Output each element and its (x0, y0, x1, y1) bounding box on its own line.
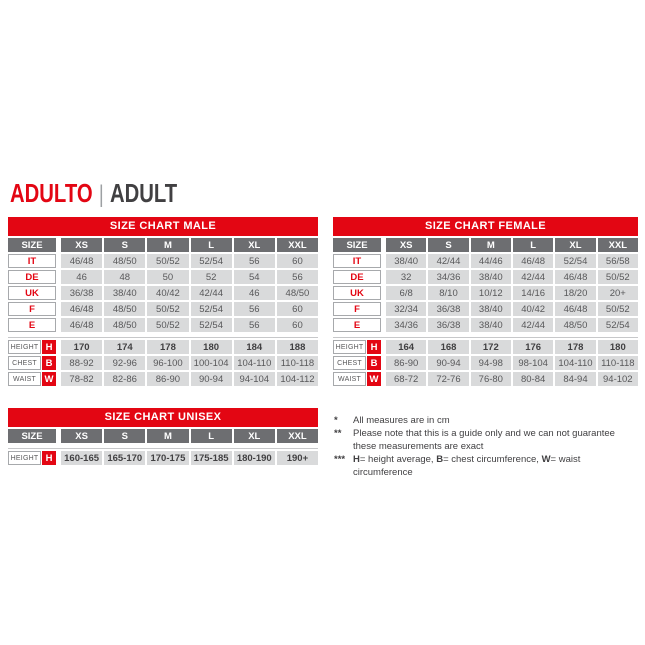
size-value: 48 (104, 270, 145, 284)
table-row-chest (333, 356, 638, 370)
footnote-line (334, 440, 640, 453)
footnote-segment: Please note that this is a guide only and we can not guarantee (353, 428, 615, 439)
size-value: 56 (234, 302, 275, 316)
measure-value: 175-185 (191, 451, 232, 465)
size-value: 6/8 (386, 286, 426, 300)
measure-block (333, 337, 638, 386)
measure-value: 80-84 (513, 372, 553, 386)
row-label-f: F (8, 302, 56, 316)
size-value: 36/38 (61, 286, 102, 300)
title-separator-bar: | (98, 181, 104, 208)
measure-value: 90-94 (191, 372, 232, 386)
column-header-xl: XL (555, 238, 595, 252)
column-header-xxl: XXL (598, 238, 638, 252)
size-value: 38/40 (386, 254, 426, 268)
measure-block (8, 448, 318, 465)
size-column-header: SIZE (333, 238, 381, 252)
row-label-height: HEIGHT (333, 340, 366, 354)
row-label-height: HEIGHT (8, 451, 41, 465)
table-title-unisex: SIZE CHART UNISEX (8, 408, 318, 427)
column-header-xs: XS (61, 429, 102, 443)
page-title-english: ADULT (109, 178, 178, 208)
table-row-it (8, 254, 318, 268)
size-value: 48/50 (104, 302, 145, 316)
size-value: 56 (277, 270, 318, 284)
footnote-text (353, 414, 640, 427)
header-row (333, 238, 638, 252)
size-column-header: SIZE (8, 238, 56, 252)
measure-value: 170-175 (147, 451, 188, 465)
measure-value: 172 (471, 340, 511, 354)
row-label-height: HEIGHT (8, 340, 41, 354)
size-chart-male-table (8, 217, 318, 386)
size-value: 60 (277, 302, 318, 316)
footnote-marker: *** (334, 454, 346, 465)
measure-code-badge-h: H (367, 340, 381, 354)
size-value: 48/50 (104, 254, 145, 268)
size-value: 46/48 (61, 318, 102, 332)
size-value: 38/40 (471, 318, 511, 332)
measure-value: 100-104 (191, 356, 232, 370)
column-header-m: M (471, 238, 511, 252)
footnote-marker: ** (334, 428, 342, 439)
size-value: 52/54 (191, 254, 232, 268)
header-row (8, 429, 318, 443)
table-row-f (333, 302, 638, 316)
size-chart-female-table (333, 217, 638, 386)
size-value: 48/50 (555, 318, 595, 332)
measure-value: 98-104 (513, 356, 553, 370)
footnote-text (353, 427, 640, 440)
measure-value: 90-94 (428, 356, 468, 370)
size-value: 50/52 (598, 270, 638, 284)
size-value: 52/54 (191, 302, 232, 316)
size-value: 50 (147, 270, 188, 284)
measure-value: 94-98 (471, 356, 511, 370)
measure-value: 180 (191, 340, 232, 354)
row-label-e: E (333, 318, 381, 332)
table-row-f (8, 302, 318, 316)
measure-value: 160-165 (61, 451, 102, 465)
measure-block (8, 337, 318, 386)
size-value: 32/34 (386, 302, 426, 316)
row-label-waist: WAIST (333, 372, 366, 386)
size-value: 32 (386, 270, 426, 284)
measure-value: 184 (234, 340, 275, 354)
size-value: 56/58 (598, 254, 638, 268)
table-row-uk (333, 286, 638, 300)
measure-value: 180 (598, 340, 638, 354)
measure-value: 180-190 (234, 451, 275, 465)
size-value: 8/10 (428, 286, 468, 300)
size-value: 34/36 (428, 270, 468, 284)
column-header-l: L (191, 238, 232, 252)
row-label-de: DE (8, 270, 56, 284)
table-title-female: SIZE CHART FEMALE (333, 217, 638, 236)
measure-value: 104-112 (277, 372, 318, 386)
size-value: 42/44 (513, 318, 553, 332)
size-value: 52/54 (191, 318, 232, 332)
table-title-male: SIZE CHART MALE (8, 217, 318, 236)
size-value: 38/40 (471, 270, 511, 284)
page-title (10, 180, 177, 208)
footnote-segment: = waist circumference (353, 454, 581, 478)
table-row-e (8, 318, 318, 332)
size-value: 46 (234, 286, 275, 300)
row-label-uk: UK (333, 286, 381, 300)
measure-value: 190+ (277, 451, 318, 465)
table-row-height (333, 340, 638, 354)
measure-value: 176 (513, 340, 553, 354)
size-value: 18/20 (555, 286, 595, 300)
footnote-line (334, 453, 640, 479)
size-value: 50/52 (147, 254, 188, 268)
column-header-l: L (513, 238, 553, 252)
measure-value: 178 (555, 340, 595, 354)
measure-value: 86-90 (147, 372, 188, 386)
size-value: 44/46 (471, 254, 511, 268)
measure-value: 165-170 (104, 451, 145, 465)
row-label-f: F (333, 302, 381, 316)
size-value: 50/52 (147, 318, 188, 332)
column-header-s: S (104, 238, 145, 252)
measure-code-badge-w: W (367, 372, 381, 386)
row-label-it: IT (333, 254, 381, 268)
measure-value: 78-82 (61, 372, 102, 386)
size-value: 42/44 (513, 270, 553, 284)
size-value: 36/38 (428, 302, 468, 316)
footnote-line (334, 427, 640, 440)
table-row-uk (8, 286, 318, 300)
footnote-segment: B (436, 454, 444, 465)
measure-value: 76-80 (471, 372, 511, 386)
footnote-segment: = chest circumference, (443, 454, 542, 465)
size-value: 38/40 (104, 286, 145, 300)
measure-value: 164 (386, 340, 426, 354)
measure-value: 178 (147, 340, 188, 354)
measure-value: 110-118 (598, 356, 638, 370)
table-row-height (8, 451, 318, 465)
page-title-italian: ADULTO (10, 178, 93, 208)
size-value: 34/36 (386, 318, 426, 332)
column-header-s: S (104, 429, 145, 443)
measure-value: 88-92 (61, 356, 102, 370)
size-chart-unisex-table (8, 408, 318, 465)
footnote-marker: * (334, 415, 338, 426)
row-label-chest: CHEST (8, 356, 41, 370)
measure-value: 92-96 (104, 356, 145, 370)
footnote-segment: = height average, (359, 454, 437, 465)
size-value: 46/48 (513, 254, 553, 268)
size-value: 14/16 (513, 286, 553, 300)
measure-value: 104-110 (555, 356, 595, 370)
measure-value: 94-102 (598, 372, 638, 386)
table-row-it (333, 254, 638, 268)
measure-code-badge-h: H (42, 451, 56, 465)
table-row-de (333, 270, 638, 284)
measure-value: 84-94 (555, 372, 595, 386)
footnote-segment: H (353, 454, 360, 465)
table-row-chest (8, 356, 318, 370)
size-value: 38/40 (471, 302, 511, 316)
table-row-waist (333, 372, 638, 386)
table-row-waist (8, 372, 318, 386)
measure-value: 104-110 (234, 356, 275, 370)
size-value: 60 (277, 318, 318, 332)
measure-value: 168 (428, 340, 468, 354)
column-header-l: L (191, 429, 232, 443)
row-label-e: E (8, 318, 56, 332)
size-value: 52 (191, 270, 232, 284)
column-header-m: M (147, 429, 188, 443)
row-label-chest: CHEST (333, 356, 366, 370)
measure-code-badge-w: W (42, 372, 56, 386)
measure-code-badge-b: B (367, 356, 381, 370)
measure-value: 188 (277, 340, 318, 354)
measure-value: 68-72 (386, 372, 426, 386)
column-header-xxl: XXL (277, 238, 318, 252)
row-label-waist: WAIST (8, 372, 41, 386)
row-label-de: DE (333, 270, 381, 284)
size-value: 42/44 (428, 254, 468, 268)
size-value: 46/48 (61, 254, 102, 268)
measure-value: 110-118 (277, 356, 318, 370)
header-row (8, 238, 318, 252)
column-header-xl: XL (234, 429, 275, 443)
measure-value: 94-104 (234, 372, 275, 386)
column-header-xs: XS (386, 238, 426, 252)
column-header-xxl: XXL (277, 429, 318, 443)
measure-value: 86-90 (386, 356, 426, 370)
size-value: 42/44 (191, 286, 232, 300)
size-value: 60 (277, 254, 318, 268)
footnote-segment: these measurements are exact (353, 441, 484, 452)
size-value: 48/50 (104, 318, 145, 332)
size-value: 40/42 (147, 286, 188, 300)
size-value: 46/48 (61, 302, 102, 316)
size-value: 36/38 (428, 318, 468, 332)
footnote-marker (334, 440, 353, 453)
size-value: 54 (234, 270, 275, 284)
size-value: 46 (61, 270, 102, 284)
column-header-xl: XL (234, 238, 275, 252)
size-value: 20+ (598, 286, 638, 300)
size-value: 48/50 (277, 286, 318, 300)
row-label-uk: UK (8, 286, 56, 300)
size-value: 50/52 (147, 302, 188, 316)
size-value: 10/12 (471, 286, 511, 300)
size-value: 52/54 (598, 318, 638, 332)
table-row-de (8, 270, 318, 284)
footnote-segment: W (541, 454, 551, 465)
measure-value: 174 (104, 340, 145, 354)
measure-value: 96-100 (147, 356, 188, 370)
measure-value: 170 (61, 340, 102, 354)
measure-code-badge-b: B (42, 356, 56, 370)
measure-value: 72-76 (428, 372, 468, 386)
column-header-xs: XS (61, 238, 102, 252)
row-label-it: IT (8, 254, 56, 268)
column-header-s: S (428, 238, 468, 252)
measure-code-badge-h: H (42, 340, 56, 354)
column-header-m: M (147, 238, 188, 252)
size-value: 52/54 (555, 254, 595, 268)
footnote-segment: All measures are in cm (353, 415, 450, 426)
footnote-line (334, 414, 640, 427)
size-value: 56 (234, 254, 275, 268)
size-value: 40/42 (513, 302, 553, 316)
size-value: 56 (234, 318, 275, 332)
size-column-header: SIZE (8, 429, 56, 443)
footnote-text (353, 453, 640, 479)
size-value: 46/48 (555, 270, 595, 284)
size-value: 50/52 (598, 302, 638, 316)
footnote-text (353, 440, 640, 453)
table-row-height (8, 340, 318, 354)
measure-value: 82-86 (104, 372, 145, 386)
footnotes (334, 414, 640, 479)
table-row-e (333, 318, 638, 332)
size-value: 46/48 (555, 302, 595, 316)
